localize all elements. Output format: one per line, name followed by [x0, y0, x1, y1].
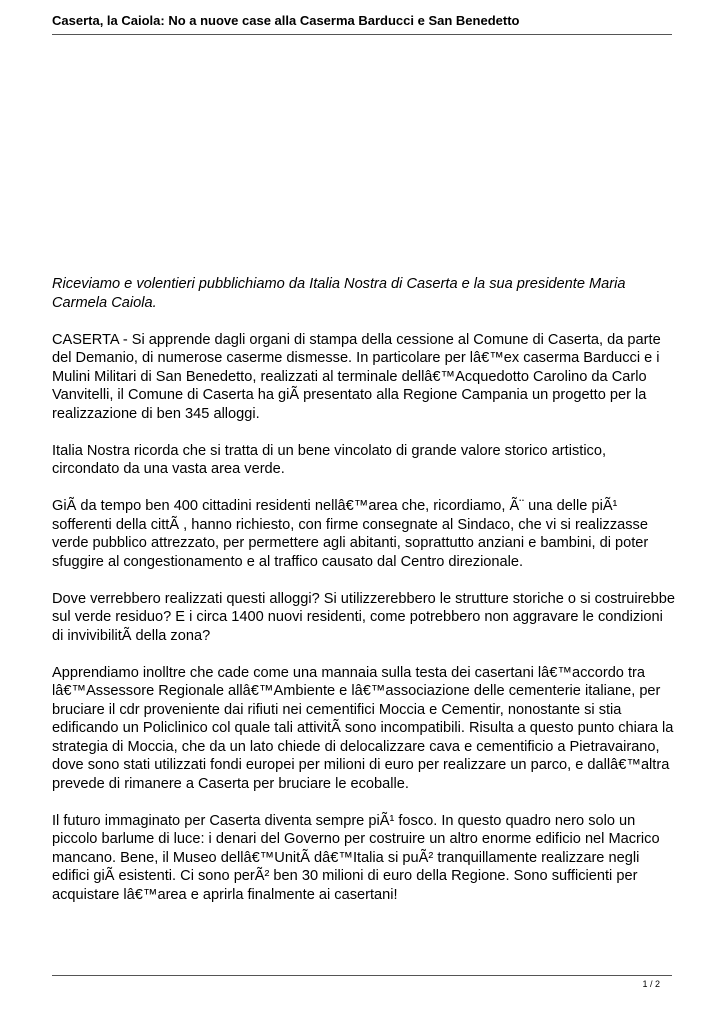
header-divider	[52, 34, 672, 35]
footer-divider	[52, 975, 672, 976]
article-paragraph: Italia Nostra ricorda che si tratta di un bene vincolato di grande valore storico artistico, circondato da una vasta area verde.	[52, 442, 607, 477]
article-paragraph: GiÃ da tempo ben 400 cittadini residenti nellâ€™area che, ricordiamo, Ã¨ una delle piÃ¹ sofferenti della cittÃ , hanno richiesto, con firme consegnate al Sindaco, che vi si realizzasse verde pubblico attrezzato, per permettere agli abitanti, soprattutto anziani e bambini, di poter sfuggire al congestionamento e al traffico causato dal Centro direzionale.	[52, 498, 649, 570]
article-paragraph: Apprendiamo inolltre che cade come una mannaia sulla testa dei casertani lâ€™accordo tra lâ€™Assessore Regionale allâ€™Ambiente e lâ€™associazione delle cementerie italiane, per bruciare il cdr proveniente dai rifiuti nei cementifici Moccia e Cementir, nonostante si stia edificando un Policlinico col quale tali attivitÃ sono incompatibili. Risulta a questo punto chiara la strategia di Moccia, che da un lato chiede di delocalizzare cava e cementificio a Pietravairano, dove sono stati utilizzati fondi europei per milioni di euro per realizzare un parco, e dallâ€™altra prevede di rimanere a Caserta per bruciare le ecoballe.	[52, 664, 674, 792]
article-paragraph: CASERTA - Si apprende dagli organi di stampa della cessione al Comune di Caserta, da parte del Demanio, di numerose caserme dismesse. In particolare per lâ€™ex caserma Barducci e i Mulini Militari di San Benedetto, realizzati al terminale dellâ€™Acquedotto Carolino da Carlo Vanvitelli, il Comune di Caserta ha giÃ presentato alla Regione Campania un progetto per la realizzazione di ben 345 alloggi.	[52, 331, 661, 422]
page-title: Caserta, la Caiola: No a nuove case alla Caserma Barducci e San Benedetto	[52, 13, 520, 28]
page-number: 1 / 2	[642, 979, 660, 989]
article-paragraph: Il futuro immaginato per Caserta diventa sempre piÃ¹ fosco. In questo quadro nero solo un piccolo barlume di luce: i denari del Governo per costruire un altro enorme edificio nel Macrico mancano. Bene, il Museo dellâ€™UnitÃ dâ€™Italia si puÃ² tranquillamente realizzare negli edifici giÃ esistenti. Ci sono perÃ² ben 30 milioni di euro della Regione. Sono sufficienti per acquistare lâ€™area e aprirla finalmente ai casertani!	[52, 812, 660, 903]
article-intro: Riceviamo e volentieri pubblichiamo da Italia Nostra di Caserta e la sua presidente Maria Carmela Caiola.	[52, 276, 626, 311]
article-paragraph: Dove verrebbero realizzati questi alloggi? Si utilizzerebbero le strutture storiche o si costruirebbe sul verde residuo? E i circa 1400 nuovi residenti, come potrebbero non aggravare le condizioni di invivibilitÃ della zona?	[52, 590, 675, 644]
article-body	[52, 275, 677, 923]
